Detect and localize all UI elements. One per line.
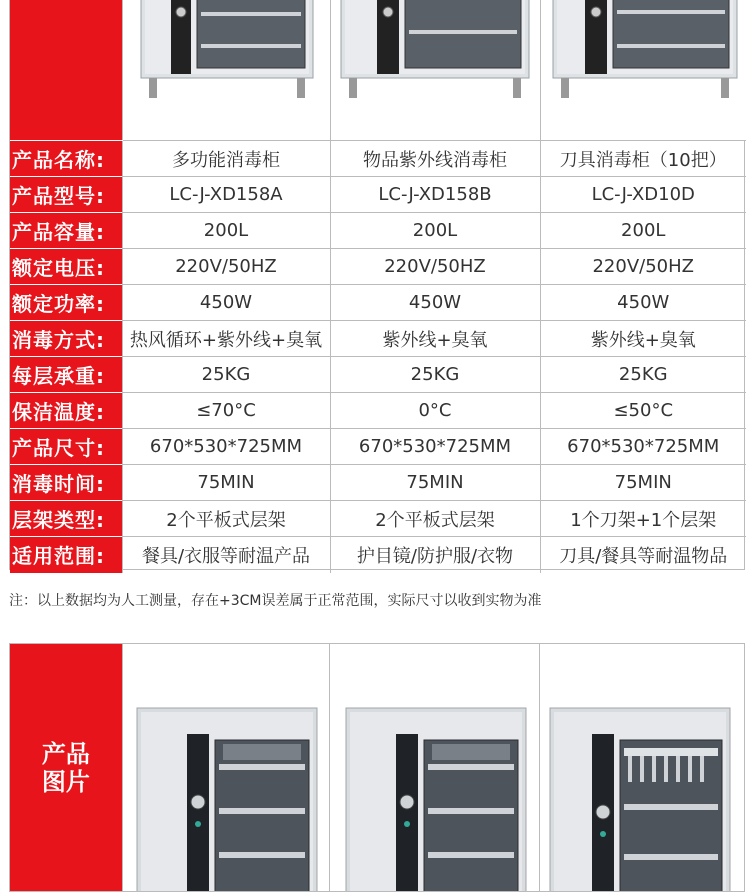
spec-value-model-3: 670*530*725MM bbox=[540, 429, 746, 465]
product-gallery-panel bbox=[9, 643, 745, 892]
spec-label: 层架类型: bbox=[10, 501, 122, 537]
gallery-image-2 bbox=[329, 644, 538, 891]
spec-value-model-1: 热风循环+紫外线+臭氧 bbox=[122, 321, 330, 357]
product-image-2 bbox=[330, 0, 540, 140]
spec-value-model-2: 护目镜/防护服/衣物 bbox=[330, 537, 540, 573]
spec-value-model-3: 1个刀架+1个层架 bbox=[540, 501, 746, 537]
spec-value-model-2: 物品紫外线消毒柜 bbox=[330, 141, 540, 177]
spec-value-model-2: 450W bbox=[330, 285, 540, 321]
cabinet-illustration-2 bbox=[337, 0, 533, 100]
spec-value-model-3: 刀具消毒柜（10把） bbox=[540, 141, 746, 177]
spec-value-model-3: 75MIN bbox=[540, 465, 746, 501]
product-image-3 bbox=[540, 0, 746, 140]
spec-row bbox=[10, 321, 746, 357]
spec-label: 保洁温度: bbox=[10, 393, 122, 429]
spec-label: 消毒方式: bbox=[10, 321, 122, 357]
cabinet-illustration-1 bbox=[137, 0, 317, 100]
gallery-label: 产品图片 bbox=[41, 739, 90, 796]
top-image-strip bbox=[10, 0, 746, 140]
spec-value-model-1: 450W bbox=[122, 285, 330, 321]
spec-value-model-2: 0°C bbox=[330, 393, 540, 429]
product-image-1 bbox=[122, 0, 330, 140]
gallery-cabinet-1 bbox=[135, 704, 319, 891]
spec-row bbox=[10, 285, 746, 321]
spec-row bbox=[10, 249, 746, 285]
spec-label: 产品尺寸: bbox=[10, 429, 122, 465]
spec-value-model-1: 25KG bbox=[122, 357, 330, 393]
spec-value-model-2: 200L bbox=[330, 213, 540, 249]
spec-label: 产品容量: bbox=[10, 213, 122, 249]
spec-label: 额定电压: bbox=[10, 249, 122, 285]
spec-label: 适用范围: bbox=[10, 537, 122, 573]
spec-value-model-1: 餐具/衣服等耐温产品 bbox=[122, 537, 330, 573]
spec-value-model-1: 670*530*725MM bbox=[122, 429, 330, 465]
spec-value-model-3: 25KG bbox=[540, 357, 746, 393]
spec-value-model-2: 75MIN bbox=[330, 465, 540, 501]
spec-label: 消毒时间: bbox=[10, 465, 122, 501]
spec-value-model-3: 刀具/餐具等耐温物品 bbox=[540, 537, 746, 573]
spec-row bbox=[10, 537, 746, 573]
spec-value-model-3: 紫外线+臭氧 bbox=[540, 321, 746, 357]
spec-comparison-panel bbox=[9, 0, 745, 570]
spec-value-model-3: 450W bbox=[540, 285, 746, 321]
spec-value-model-2: 25KG bbox=[330, 357, 540, 393]
spec-value-model-1: 220V/50HZ bbox=[122, 249, 330, 285]
spec-value-model-2: 紫外线+臭氧 bbox=[330, 321, 540, 357]
spec-row bbox=[10, 213, 746, 249]
spec-table bbox=[10, 140, 746, 573]
spec-value-model-3: 200L bbox=[540, 213, 746, 249]
spec-row bbox=[10, 465, 746, 501]
spec-row bbox=[10, 429, 746, 465]
spec-value-model-2: 220V/50HZ bbox=[330, 249, 540, 285]
spec-value-model-1: 2个平板式层架 bbox=[122, 501, 330, 537]
gallery-cabinet-3 bbox=[548, 704, 732, 891]
spec-value-model-2: 2个平板式层架 bbox=[330, 501, 540, 537]
measurement-note: 注：以上数据均为人工测量，存在+3CM误差属于正常范围，实际尺寸以收到实物为准 bbox=[9, 593, 542, 609]
spec-row bbox=[10, 177, 746, 213]
gallery-cabinet-2 bbox=[344, 704, 528, 891]
spec-value-model-1: ≤70°C bbox=[122, 393, 330, 429]
spec-row bbox=[10, 141, 746, 177]
gallery-label-cell bbox=[10, 644, 122, 891]
gallery-image-3 bbox=[539, 644, 744, 891]
spec-row bbox=[10, 501, 746, 537]
spec-row bbox=[10, 393, 746, 429]
spec-label: 额定功率: bbox=[10, 285, 122, 321]
spec-value-model-2: 670*530*725MM bbox=[330, 429, 540, 465]
spec-value-model-1: 200L bbox=[122, 213, 330, 249]
spec-label: 产品型号: bbox=[10, 177, 122, 213]
spec-label: 每层承重: bbox=[10, 357, 122, 393]
cabinet-illustration-3 bbox=[549, 0, 741, 100]
spec-value-model-3: 220V/50HZ bbox=[540, 249, 746, 285]
spec-label: 产品名称: bbox=[10, 141, 122, 177]
header-red-cell bbox=[10, 0, 122, 140]
spec-value-model-3: LC-J-XD10D bbox=[540, 177, 746, 213]
spec-value-model-1: 75MIN bbox=[122, 465, 330, 501]
spec-value-model-3: ≤50°C bbox=[540, 393, 746, 429]
gallery-image-1 bbox=[122, 644, 329, 891]
spec-value-model-1: 多功能消毒柜 bbox=[122, 141, 330, 177]
spec-row bbox=[10, 357, 746, 393]
spec-value-model-2: LC-J-XD158B bbox=[330, 177, 540, 213]
spec-value-model-1: LC-J-XD158A bbox=[122, 177, 330, 213]
